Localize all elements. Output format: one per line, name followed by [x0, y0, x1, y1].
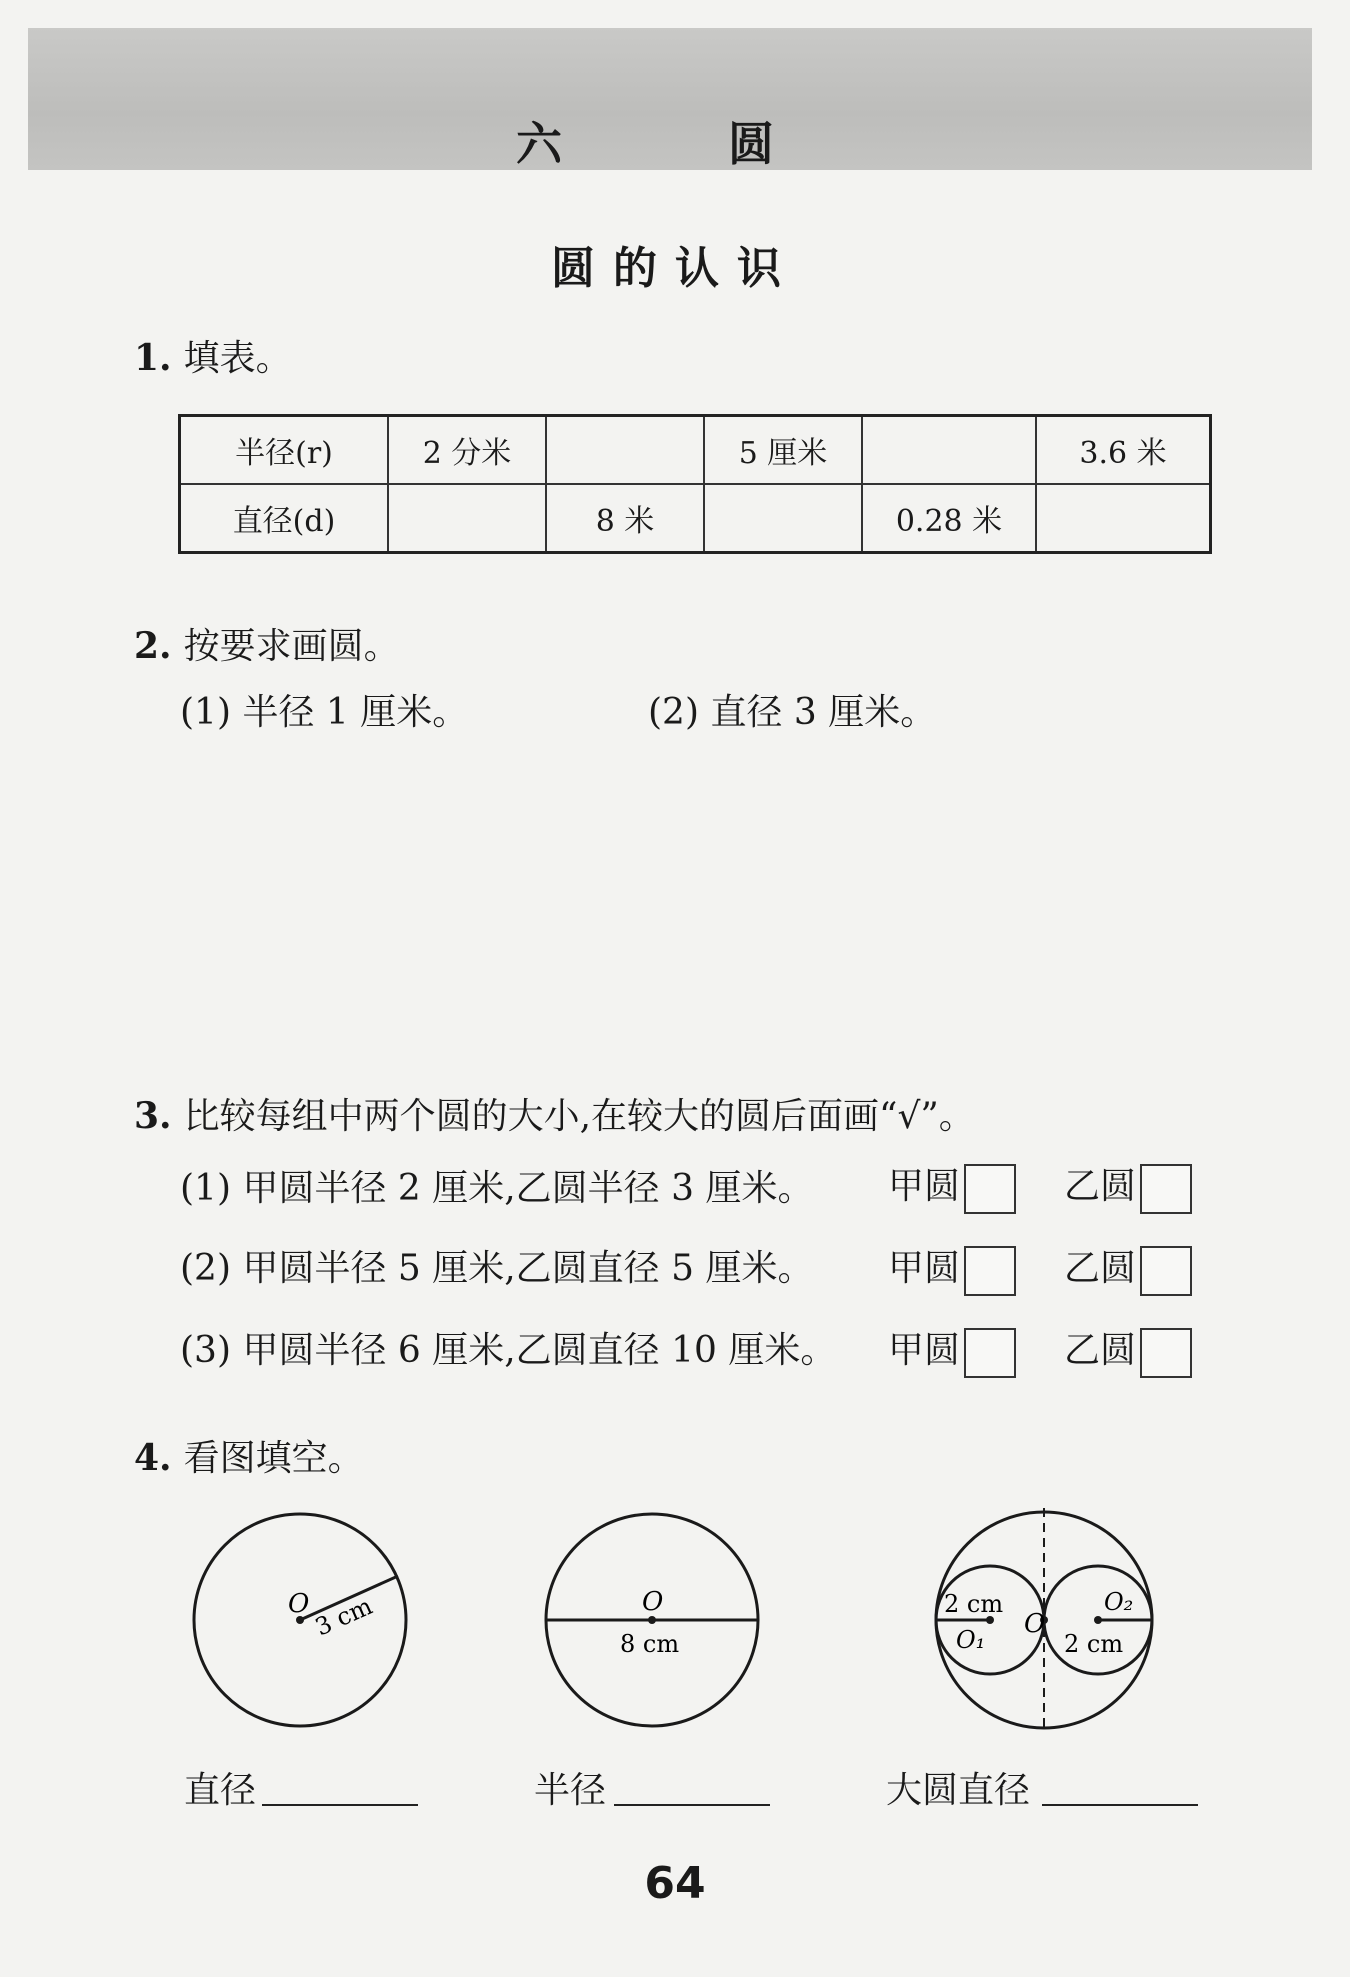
- circle-figure-2: [532, 1500, 772, 1740]
- q3-item-1: (1) 甲圆半径 2 厘米,乙圆半径 3 厘米。: [180, 1168, 814, 1209]
- fig2-prompt: 半径: [534, 1770, 607, 1811]
- section-title: 圆的认识: [551, 243, 799, 294]
- table-cell: 0.28 米: [862, 484, 1036, 553]
- diameter-label: 8 cm: [620, 1630, 680, 1658]
- fig3-prompt: 大圆直径: [886, 1770, 1031, 1811]
- circle-figure-1: [180, 1500, 420, 1740]
- q3-item-2: (2) 甲圆半径 5 厘米,乙圆直径 5 厘米。: [180, 1248, 814, 1289]
- center-label: O: [642, 1587, 664, 1617]
- check-box-a-1[interactable]: [964, 1164, 1016, 1214]
- question-4: [134, 1430, 364, 1481]
- q2-item-1: (1) 半径 1 厘米。: [180, 692, 469, 733]
- table-cell: 2 分米: [388, 416, 546, 485]
- table-cell-blank[interactable]: [704, 484, 862, 553]
- circle-figure-3: [924, 1500, 1164, 1740]
- right-center-point: [1094, 1616, 1102, 1624]
- table-cell: 3.6 米: [1036, 416, 1211, 485]
- question-text: 看图填空。: [183, 1438, 364, 1479]
- option-b-label: 乙圆: [1064, 1248, 1137, 1289]
- check-box-b-2[interactable]: [1140, 1246, 1192, 1296]
- question-2: [134, 618, 400, 669]
- question-number: 1.: [134, 337, 172, 379]
- left-radius-label: 2 cm: [944, 1590, 1004, 1618]
- big-center-label: O: [1024, 1609, 1046, 1639]
- option-a-label: 甲圆: [888, 1248, 961, 1289]
- check-box-a-3[interactable]: [964, 1328, 1016, 1378]
- question-3: [134, 1088, 975, 1139]
- table-cell: 8 米: [546, 484, 704, 553]
- option-b-label: 乙圆: [1064, 1330, 1137, 1371]
- center-label: O: [288, 1589, 310, 1619]
- fig1-answer-blank[interactable]: [262, 1804, 418, 1806]
- row-header-radius: 半径(r): [180, 416, 389, 485]
- table-cell-blank[interactable]: [862, 416, 1036, 485]
- radius-diameter-table: [178, 414, 1212, 554]
- option-a-label: 甲圆: [888, 1166, 961, 1207]
- check-box-b-1[interactable]: [1140, 1164, 1192, 1214]
- fig1-prompt: 直径: [184, 1770, 257, 1811]
- compare-b-3: [1064, 1322, 1192, 1378]
- table-row-radius: [180, 416, 1211, 485]
- q3-item-3: (3) 甲圆半径 6 厘米,乙圆直径 10 厘米。: [180, 1330, 837, 1371]
- right-center-label: O₂: [1104, 1588, 1134, 1616]
- table-row-diameter: [180, 484, 1211, 553]
- option-b-label: 乙圆: [1064, 1166, 1137, 1207]
- question-number: 3.: [134, 1095, 172, 1137]
- compare-a-3: [888, 1322, 1016, 1378]
- question-text: 比较每组中两个圆的大小,在较大的圆后面画“√”。: [183, 1096, 975, 1137]
- table-cell-blank[interactable]: [546, 416, 704, 485]
- question-number: 2.: [134, 625, 172, 667]
- question-number: 4.: [134, 1437, 172, 1479]
- table-cell-blank[interactable]: [1036, 484, 1211, 553]
- question-text: 填表。: [183, 338, 292, 379]
- radius-label: 3 cm: [311, 1591, 377, 1642]
- question-text: 按要求画圆。: [183, 626, 400, 667]
- left-center-label: O₁: [956, 1626, 986, 1654]
- table-cell: 5 厘米: [704, 416, 862, 485]
- fig2-answer-blank[interactable]: [614, 1804, 770, 1806]
- center-point: [648, 1616, 656, 1624]
- fig3-answer-blank[interactable]: [1042, 1804, 1198, 1806]
- right-radius-label: 2 cm: [1064, 1630, 1124, 1658]
- page-number: 64: [644, 1858, 706, 1909]
- chapter-title: 六 圆: [516, 117, 834, 171]
- check-box-b-3[interactable]: [1140, 1328, 1192, 1378]
- option-a-label: 甲圆: [888, 1330, 961, 1371]
- table-cell-blank[interactable]: [388, 484, 546, 553]
- question-1: [134, 330, 292, 381]
- row-header-diameter: 直径(d): [180, 484, 389, 553]
- compare-a-1: [888, 1158, 1016, 1214]
- compare-a-2: [888, 1240, 1016, 1296]
- compare-b-2: [1064, 1240, 1192, 1296]
- compare-b-1: [1064, 1158, 1192, 1214]
- q2-item-2: (2) 直径 3 厘米。: [648, 692, 937, 733]
- check-box-a-2[interactable]: [964, 1246, 1016, 1296]
